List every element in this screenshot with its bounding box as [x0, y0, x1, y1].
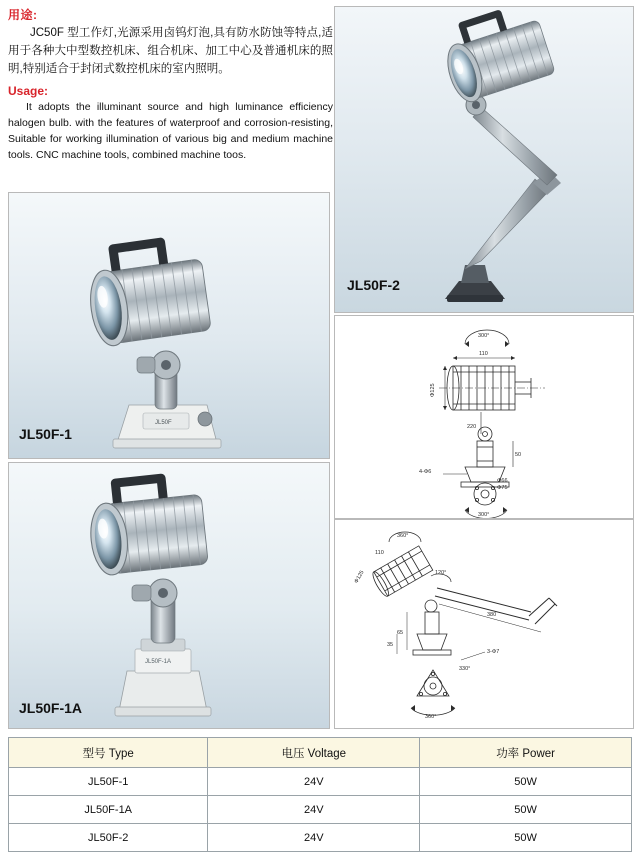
dim-base-75: Φ75: [497, 485, 508, 491]
description-block: [8, 6, 333, 163]
dim-diameter-125: Φ125: [430, 383, 436, 397]
dim-rot-360-b: 360°: [425, 714, 437, 720]
usage-heading-en: Usage:: [8, 84, 49, 99]
usage-paragraph-cn: [8, 25, 333, 78]
technical-drawing-jl50f-2: [334, 519, 634, 729]
column-header-voltage: 电压 Voltage: [208, 738, 420, 768]
svg-text:JL50F: JL50F: [155, 420, 172, 426]
lamp-base: [113, 405, 221, 448]
drawing-bottom-svg: [335, 520, 633, 728]
dim-rotation-top: 300°: [478, 333, 490, 339]
cell-voltage: 24V: [208, 768, 420, 796]
dim-holes-4-6: 4-Φ6: [419, 469, 432, 475]
dim-220: 220: [467, 424, 477, 430]
dim-rot-330: 330°: [459, 666, 471, 672]
cell-voltage: 24V: [208, 824, 420, 852]
table-row: [9, 824, 632, 852]
dim-50: 50: [515, 452, 522, 458]
dim-125-b: Φ125: [353, 569, 366, 585]
cell-power: 50W: [420, 796, 632, 824]
table-header-row: [9, 738, 632, 768]
cell-power: 50W: [420, 768, 632, 796]
cell-voltage: 24V: [208, 796, 420, 824]
cell-type: JL50F-1: [9, 768, 208, 796]
usage-paragraph-en-text: It adopts the illuminant source and high luminance efficiency halogen bulb. with the features of waterproof and corrosion-resisting, Suitable for working illumination of various big and medium machine tools. CNC machine tools, combined machine toos.: [8, 101, 333, 161]
dim-110-b: 110: [375, 550, 384, 556]
usage-paragraph-cn-text: JC50F 型工作灯,光源采用卤钨灯泡,具有防水防蚀等特点,适用于各种大中型数控机床、组合机床、加工中心及普通机床的照明,特别适合于封闭式数控机床的室内照明。: [8, 27, 333, 75]
table-row: [9, 796, 632, 824]
dim-base-66: Φ66: [497, 478, 508, 484]
dim-arm-380: 380: [487, 612, 497, 618]
technical-drawing-jl50f-1: [334, 315, 634, 519]
dim-rot-360-a: 360°: [397, 533, 409, 539]
cell-power: 50W: [420, 824, 632, 852]
usage-paragraph-en: [8, 100, 333, 163]
dim-holes-3-7: 3-Φ7: [487, 649, 500, 655]
column-header-power: 功率 Power: [420, 738, 632, 768]
lamp-illustration-jl50f-1: [9, 193, 329, 458]
svg-text:JL50F-1A: JL50F-1A: [145, 659, 172, 665]
cell-type: JL50F-2: [9, 824, 208, 852]
dim-35: 35: [387, 642, 394, 648]
dim-65: 65: [397, 630, 404, 636]
dim-length-110: 110: [479, 351, 488, 357]
drawing-top-svg: [335, 316, 633, 518]
product-photo-jl50f-1: [8, 192, 330, 459]
usage-heading-cn: 用途:: [8, 8, 38, 22]
product-photo-jl50f-2: [334, 6, 634, 313]
cell-type: JL50F-1A: [9, 796, 208, 824]
lamp-illustration-jl50f-2: [335, 7, 633, 312]
dim-rot-120: 120°: [435, 570, 447, 576]
photo-caption-jl50f-2: JL50F-2: [347, 277, 400, 293]
specification-table: [8, 737, 632, 852]
table-row: [9, 768, 632, 796]
photo-caption-jl50f-1a: JL50F-1A: [19, 700, 83, 716]
product-photo-jl50f-1a: [8, 462, 330, 729]
photo-caption-jl50f-1: JL50F-1: [19, 426, 72, 442]
dim-rotation-bottom: 300°: [478, 512, 490, 518]
lamp-illustration-jl50f-1a: [9, 463, 329, 728]
column-header-type: 型号 Type: [9, 738, 208, 768]
